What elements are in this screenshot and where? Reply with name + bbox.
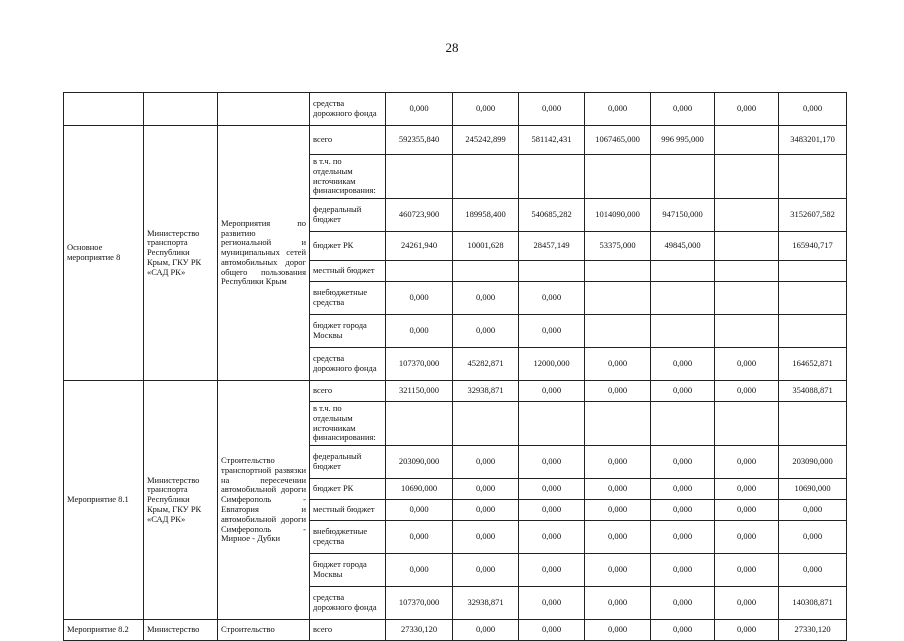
event-name-cell [64, 93, 144, 126]
value-cell: 592355,840 [386, 126, 453, 155]
responsible-cell: Министерство [144, 620, 218, 641]
funding-source-cell: федеральный бюджет [310, 199, 386, 232]
value-cell [585, 261, 651, 282]
value-cell: 0,000 [585, 479, 651, 500]
value-cell [715, 126, 779, 155]
total-cell: 3152607,582 [779, 199, 847, 232]
value-cell [453, 155, 519, 199]
value-cell [519, 402, 585, 446]
value-cell: 0,000 [651, 587, 715, 620]
description-cell: Строительство транспортной развязки на пересечении автомобильной дороги Симферополь - Евпатория и автомобильной дороги Симферополь - Мирное - Дубки [218, 381, 310, 620]
value-cell: 12000,000 [519, 348, 585, 381]
value-cell [585, 282, 651, 315]
value-cell: 107370,000 [386, 587, 453, 620]
funding-source-cell: всего [310, 620, 386, 641]
value-cell: 0,000 [519, 554, 585, 587]
value-cell: 0,000 [453, 500, 519, 521]
value-cell [651, 315, 715, 348]
responsible-cell [144, 93, 218, 126]
value-cell: 189958,400 [453, 199, 519, 232]
funding-source-cell: местный бюджет [310, 261, 386, 282]
value-cell: 0,000 [386, 93, 453, 126]
value-cell: 0,000 [585, 554, 651, 587]
value-cell [715, 261, 779, 282]
value-cell: 0,000 [585, 587, 651, 620]
funding-source-cell: средства дорожного фонда [310, 93, 386, 126]
event-name-cell: Основное мероприятие 8 [64, 126, 144, 381]
value-cell: 0,000 [453, 554, 519, 587]
value-cell [386, 155, 453, 199]
value-cell: 0,000 [715, 521, 779, 554]
table-row [64, 126, 847, 155]
funding-source-cell: в т.ч. по отдельным источникам финансирования: [310, 155, 386, 199]
value-cell: 10690,000 [386, 479, 453, 500]
value-cell: 0,000 [386, 315, 453, 348]
value-cell: 996 995,000 [651, 126, 715, 155]
value-cell: 0,000 [585, 500, 651, 521]
value-cell [585, 155, 651, 199]
value-cell: 0,000 [715, 381, 779, 402]
value-cell [386, 402, 453, 446]
total-cell: 354088,871 [779, 381, 847, 402]
value-cell: 0,000 [715, 500, 779, 521]
value-cell [715, 282, 779, 315]
value-cell: 0,000 [453, 446, 519, 479]
funding-source-cell: внебюджетные средства [310, 282, 386, 315]
value-cell [651, 402, 715, 446]
responsible-cell: Министерство транспорта Республики Крым, ГКУ РК «САД РК» [144, 126, 218, 381]
value-cell: 0,000 [715, 587, 779, 620]
total-cell [779, 282, 847, 315]
value-cell: 0,000 [519, 521, 585, 554]
value-cell: 0,000 [519, 620, 585, 641]
value-cell: 32938,871 [453, 587, 519, 620]
value-cell: 0,000 [585, 446, 651, 479]
value-cell: 947150,000 [651, 199, 715, 232]
value-cell: 0,000 [585, 348, 651, 381]
value-cell: 28457,149 [519, 232, 585, 261]
funding-source-cell: местный бюджет [310, 500, 386, 521]
value-cell: 0,000 [651, 521, 715, 554]
value-cell: 321150,000 [386, 381, 453, 402]
total-cell: 0,000 [779, 93, 847, 126]
value-cell [715, 155, 779, 199]
value-cell: 0,000 [453, 521, 519, 554]
value-cell: 0,000 [651, 479, 715, 500]
value-cell [651, 261, 715, 282]
value-cell: 0,000 [519, 315, 585, 348]
total-cell: 164652,871 [779, 348, 847, 381]
total-cell: 0,000 [779, 500, 847, 521]
value-cell [715, 315, 779, 348]
value-cell: 24261,940 [386, 232, 453, 261]
value-cell: 0,000 [651, 446, 715, 479]
value-cell: 49845,000 [651, 232, 715, 261]
value-cell: 0,000 [453, 282, 519, 315]
value-cell: 0,000 [651, 554, 715, 587]
value-cell: 0,000 [651, 381, 715, 402]
total-cell [779, 155, 847, 199]
value-cell: 0,000 [715, 479, 779, 500]
value-cell: 245242,899 [453, 126, 519, 155]
value-cell: 107370,000 [386, 348, 453, 381]
value-cell: 1014090,000 [585, 199, 651, 232]
value-cell: 0,000 [453, 479, 519, 500]
table-row [64, 381, 847, 402]
value-cell: 0,000 [585, 93, 651, 126]
table-row [64, 620, 847, 641]
value-cell: 0,000 [715, 93, 779, 126]
description-cell [218, 93, 310, 126]
total-cell: 0,000 [779, 554, 847, 587]
table-row [64, 93, 847, 126]
funding-source-cell: внебюджетные средства [310, 521, 386, 554]
value-cell: 0,000 [519, 479, 585, 500]
total-cell: 140308,871 [779, 587, 847, 620]
value-cell: 0,000 [651, 500, 715, 521]
value-cell: 0,000 [519, 500, 585, 521]
value-cell: 0,000 [453, 315, 519, 348]
funding-source-cell: федеральный бюджет [310, 446, 386, 479]
value-cell: 203090,000 [386, 446, 453, 479]
funding-source-cell: средства дорожного фонда [310, 587, 386, 620]
total-cell: 0,000 [779, 521, 847, 554]
value-cell [585, 402, 651, 446]
value-cell [651, 282, 715, 315]
funding-source-cell: всего [310, 381, 386, 402]
total-cell [779, 315, 847, 348]
value-cell: 0,000 [585, 620, 651, 641]
total-cell: 10690,000 [779, 479, 847, 500]
value-cell [453, 261, 519, 282]
funding-table [63, 92, 847, 641]
event-name-cell: Мероприятие 8.2 [64, 620, 144, 641]
value-cell [715, 232, 779, 261]
description-cell: Мероприятия по развитию региональной и муниципальных сетей автомобильных дорог общего пользования Республики Крым [218, 126, 310, 381]
value-cell: 0,000 [651, 620, 715, 641]
value-cell: 53375,000 [585, 232, 651, 261]
value-cell: 0,000 [585, 521, 651, 554]
total-cell: 3483201,170 [779, 126, 847, 155]
value-cell: 0,000 [715, 348, 779, 381]
value-cell: 540685,282 [519, 199, 585, 232]
value-cell: 581142,431 [519, 126, 585, 155]
value-cell: 0,000 [715, 620, 779, 641]
value-cell: 0,000 [651, 93, 715, 126]
value-cell: 0,000 [715, 446, 779, 479]
value-cell: 1067465,000 [585, 126, 651, 155]
total-cell: 203090,000 [779, 446, 847, 479]
value-cell [453, 402, 519, 446]
value-cell: 27330,120 [386, 620, 453, 641]
funding-source-cell: средства дорожного фонда [310, 348, 386, 381]
total-cell [779, 261, 847, 282]
value-cell: 0,000 [453, 620, 519, 641]
funding-source-cell: бюджет города Москвы [310, 315, 386, 348]
value-cell: 0,000 [519, 587, 585, 620]
total-cell [779, 402, 847, 446]
value-cell: 0,000 [453, 93, 519, 126]
value-cell: 0,000 [386, 500, 453, 521]
value-cell [519, 155, 585, 199]
value-cell: 0,000 [386, 554, 453, 587]
description-cell: Строительство [218, 620, 310, 641]
value-cell: 10001,628 [453, 232, 519, 261]
value-cell: 0,000 [519, 282, 585, 315]
funding-source-cell: в т.ч. по отдельным источникам финансирования: [310, 402, 386, 446]
value-cell: 45282,871 [453, 348, 519, 381]
value-cell: 0,000 [519, 446, 585, 479]
funding-source-cell: всего [310, 126, 386, 155]
total-cell: 165940,717 [779, 232, 847, 261]
value-cell: 0,000 [651, 348, 715, 381]
value-cell [386, 261, 453, 282]
value-cell: 0,000 [715, 554, 779, 587]
value-cell [715, 199, 779, 232]
event-name-cell: Мероприятие 8.1 [64, 381, 144, 620]
funding-source-cell: бюджет РК [310, 232, 386, 261]
value-cell: 460723,900 [386, 199, 453, 232]
value-cell [651, 155, 715, 199]
value-cell: 0,000 [386, 282, 453, 315]
funding-source-cell: бюджет города Москвы [310, 554, 386, 587]
value-cell: 0,000 [519, 381, 585, 402]
value-cell: 0,000 [386, 521, 453, 554]
value-cell: 0,000 [519, 93, 585, 126]
value-cell [519, 261, 585, 282]
total-cell: 27330,120 [779, 620, 847, 641]
value-cell: 0,000 [585, 381, 651, 402]
funding-source-cell: бюджет РК [310, 479, 386, 500]
responsible-cell: Министерство транспорта Республики Крым, ГКУ РК «САД РК» [144, 381, 218, 620]
value-cell: 32938,871 [453, 381, 519, 402]
page-number: 28 [445, 40, 459, 55]
value-cell [715, 402, 779, 446]
value-cell [585, 315, 651, 348]
